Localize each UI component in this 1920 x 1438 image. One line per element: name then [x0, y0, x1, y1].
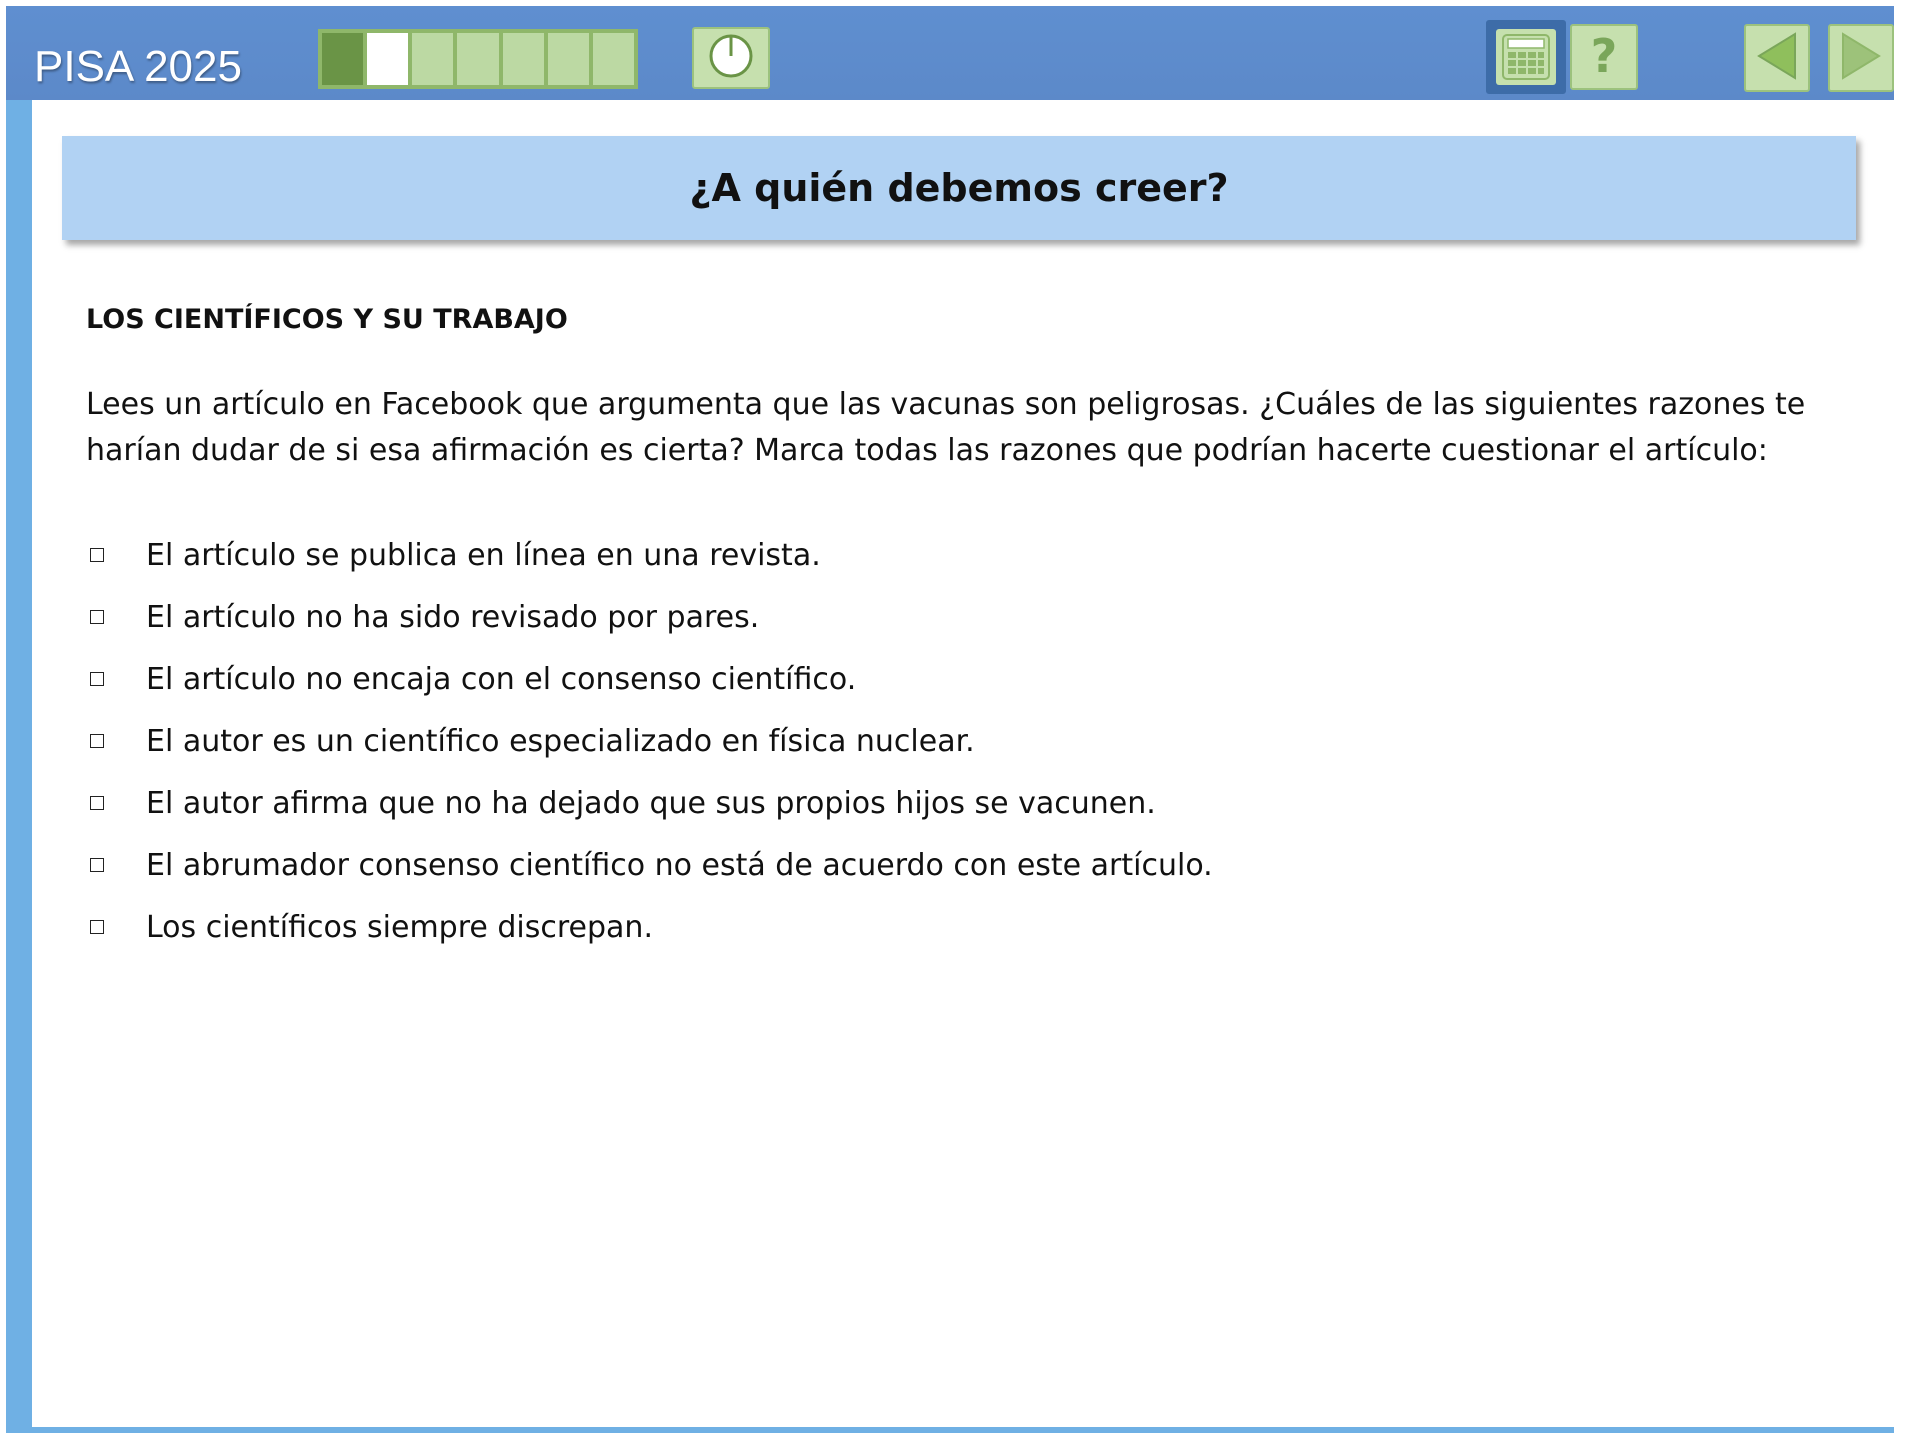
checkbox[interactable]	[90, 796, 104, 810]
help-button[interactable]	[1570, 24, 1638, 90]
answer-option[interactable]	[86, 710, 1786, 772]
option-label: Los científicos siempre discrepan.	[146, 909, 653, 945]
timer-button[interactable]	[692, 27, 770, 89]
answer-option[interactable]	[86, 896, 1786, 958]
checkbox[interactable]	[90, 610, 104, 624]
timer-icon	[707, 32, 755, 85]
option-label: El artículo se publica en línea en una revista.	[146, 537, 821, 573]
app-title: PISA 2025	[34, 42, 242, 91]
answer-option[interactable]	[86, 524, 1786, 586]
answer-option[interactable]	[86, 648, 1786, 710]
progress-step	[548, 33, 589, 85]
option-label: El autor afirma que no ha dejado que sus propios hijos se vacunen.	[146, 785, 1156, 821]
next-arrow-icon	[1837, 30, 1885, 87]
question-panel	[32, 100, 1896, 1427]
progress-step-current	[367, 33, 408, 85]
answer-options	[86, 524, 1786, 958]
answer-option[interactable]	[86, 772, 1786, 834]
progress-step	[457, 33, 498, 85]
checkbox[interactable]	[90, 672, 104, 686]
app-frame	[6, 6, 1894, 1433]
calculator-icon	[1496, 29, 1556, 85]
option-label: El artículo no ha sido revisado por pares.	[146, 599, 760, 635]
help-icon	[1581, 30, 1627, 85]
back-button[interactable]	[1744, 24, 1810, 92]
checkbox[interactable]	[90, 548, 104, 562]
page-title: ¿A quién debemos creer?	[689, 166, 1229, 210]
progress-step	[593, 33, 634, 85]
progress-indicator	[318, 29, 638, 89]
next-button[interactable]	[1828, 24, 1894, 92]
top-toolbar	[6, 6, 1894, 100]
question-prompt: Lees un artículo en Facebook que argumenta que las vacunas son peligrosas. ¿Cuáles de las siguientes razones te harían dudar de si esa afirmación es cierta? Marca todas las razones que podrían hacerte cuestionar el artículo:	[86, 387, 1806, 468]
section-heading: LOS CIENTÍFICOS Y SU TRABAJO	[86, 304, 568, 335]
answer-option[interactable]	[86, 834, 1786, 896]
option-label: El artículo no encaja con el consenso científico.	[146, 661, 857, 697]
svg-text:?: ?	[1590, 29, 1618, 80]
progress-step	[412, 33, 453, 85]
answer-option[interactable]	[86, 586, 1786, 648]
calculator-button[interactable]	[1486, 20, 1566, 94]
back-arrow-icon	[1753, 30, 1801, 87]
option-label: El abrumador consenso científico no está de acuerdo con este artículo.	[146, 847, 1213, 883]
title-band	[62, 136, 1856, 240]
checkbox[interactable]	[90, 920, 104, 934]
option-label: El autor es un científico especializado en física nuclear.	[146, 723, 975, 759]
checkbox[interactable]	[90, 734, 104, 748]
checkbox[interactable]	[90, 858, 104, 872]
progress-step	[322, 33, 363, 85]
progress-step	[503, 33, 544, 85]
